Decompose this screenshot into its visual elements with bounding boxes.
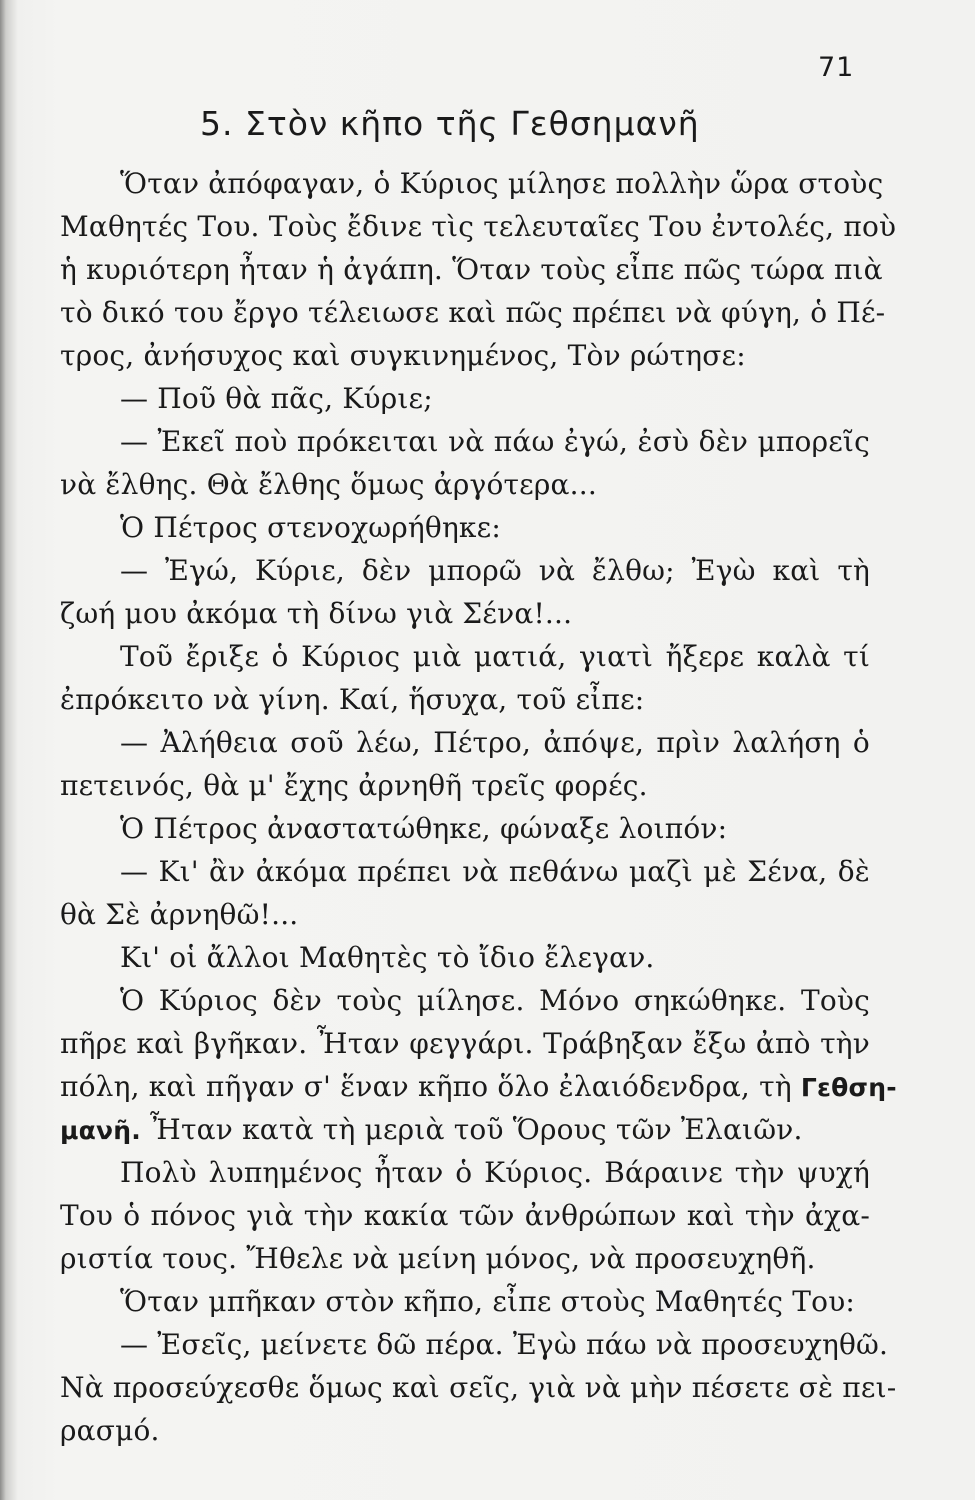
text-line: — Κι' ἂν ἀκόμα πρέπει νὰ πεθάνω μαζὶ μὲ Σένα, δὲ xyxy=(120,855,870,888)
text-line: Ὅταν ἀπόφαγαν, ὁ Κύριος μίλησε πολλὴν ὥρα στοὺς xyxy=(120,167,884,200)
text-line: ριστία τους. Ἤθελε νὰ μείνη μόνος, νὰ προσευχηθῆ. xyxy=(60,1242,816,1275)
text-line: ἡ κυριότερη ἦταν ἡ ἀγάπη. Ὅταν τοὺς εἶπε πῶς τώρα πιὰ xyxy=(60,253,883,286)
text-line: τὸ δικό του ἔργο τέλειωσε καὶ πῶς πρέπει νὰ φύγη, ὁ Πέ- xyxy=(60,296,886,329)
text-line: Ὁ Πέτρος στενοχωρήθηκε: xyxy=(120,511,501,544)
text-line xyxy=(60,1108,870,1151)
text-line: Τοῦ ἔριξε ὁ Κύριος μιὰ ματιά, γιατὶ ἤξερε καλὰ τί xyxy=(120,640,870,673)
chapter-title: 5. Στὸν κῆπο τῆς Γεθσημανῆ xyxy=(200,104,700,143)
text-line: Του ὁ πόνος γιὰ τὴν κακία τῶν ἀνθρώπων καὶ τὴν ἀχα- xyxy=(60,1199,870,1232)
text-line: πῆρε καὶ βγῆκαν. Ἦταν φεγγάρι. Τράβηξαν ἔξω ἀπὸ τὴν xyxy=(60,1027,870,1060)
text-line: Ὁ Κύριος δὲν τοὺς μίλησε. Μόνο σηκώθηκε. Τοὺς xyxy=(120,984,870,1017)
text-line: — Ποῦ θὰ πᾶς, Κύριε; xyxy=(120,382,433,415)
text-line xyxy=(60,1065,897,1108)
text-line: Κι' οἱ ἄλλοι Μαθητὲς τὸ ἴδιο ἔλεγαν. xyxy=(120,941,655,974)
text-line: — Ἐκεῖ ποὺ πρόκειται νὰ πάω ἐγώ, ἐσὺ δὲν μπορεῖς xyxy=(120,425,870,458)
text-line: ζωή μου ἀκόμα τὴ δίνω γιὰ Σένα!... xyxy=(60,597,573,630)
page-number: 71 xyxy=(818,52,855,83)
text-line: Μαθητές Του. Τοὺς ἔδινε τὶς τελευταῖες Του ἐντολές, ποὺ xyxy=(60,210,897,243)
text-fragment: Ἦταν κατὰ τὴ μεριὰ τοῦ Ὅρους τῶν Ἐλαιῶν. xyxy=(150,1113,803,1146)
text-line: — Ἐγώ, Κύριε, δὲν μπορῶ νὰ ἔλθω; Ἐγὼ καὶ τὴ xyxy=(120,554,870,587)
text-line: Ὅταν μπῆκαν στὸν κῆπο, εἶπε στοὺς Μαθητές Του: xyxy=(120,1285,856,1318)
chapter-body xyxy=(60,162,897,1452)
bold-place-name: Γεθση- xyxy=(800,1073,897,1102)
text-line: νὰ ἔλθης. Θὰ ἔλθης ὅμως ἀργότερα... xyxy=(60,468,597,501)
text-line: — Ἀλήθεια σοῦ λέω, Πέτρο, ἀπόψε, πρὶν λαλήση ὁ xyxy=(120,726,870,759)
text-line: — Ἐσεῖς, μείνετε δῶ πέρα. Ἐγὼ πάω νὰ προσευχηθῶ. xyxy=(120,1328,889,1361)
bold-place-name: μανῆ. xyxy=(60,1116,141,1145)
text-fragment: πόλη, καὶ πῆγαν σ' ἕναν κῆπο ὅλο ἐλαιόδενδρα, τὴ xyxy=(60,1070,792,1103)
text-line: τρος, ἀνήσυχος καὶ συγκινημένος, Τὸν ρώτησε: xyxy=(60,339,746,372)
text-line: ρασμό. xyxy=(60,1414,160,1447)
text-line: Νὰ προσεύχεσθε ὅμως καὶ σεῖς, γιὰ νὰ μὴν πέσετε σὲ πει- xyxy=(60,1371,897,1404)
text-line: πετεινός, θὰ μ' ἔχης ἀρνηθῆ τρεῖς φορές. xyxy=(60,769,648,802)
text-line: Ὁ Πέτρος ἀναστατώθηκε, φώναξε λοιπόν: xyxy=(120,812,728,845)
text-line: θὰ Σὲ ἀρνηθῶ!... xyxy=(60,898,299,931)
text-line: Πολὺ λυπημένος ἦταν ὁ Κύριος. Βάραινε τὴν ψυχή xyxy=(120,1156,870,1189)
text-line: ἐπρόκειτο νὰ γίνη. Καί, ἥσυχα, τοῦ εἶπε: xyxy=(60,683,645,716)
